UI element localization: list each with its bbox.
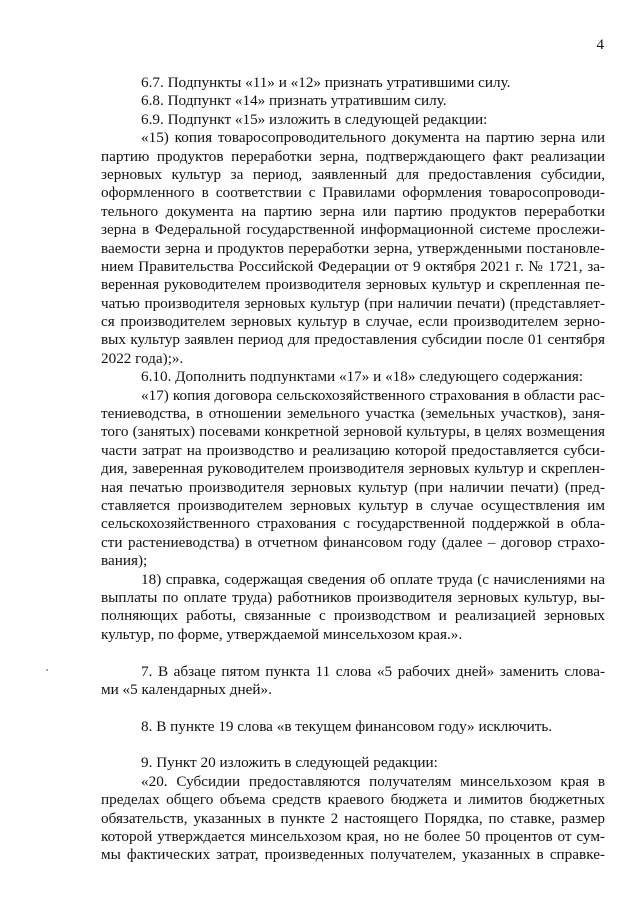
text-line: ная печатью производителя зерновых культур (при наличии печати) (пред-: [101, 478, 605, 496]
text-line: вания);: [101, 552, 148, 570]
text-line: выплаты по оплате труда) работников производителя зерновых культур, вы-: [101, 588, 605, 606]
text-line: ми «5 календарных дней».: [101, 680, 272, 698]
text-line: 7. В абзаце пятом пункта 11 слова «5 рабочих дней» заменить слова-: [141, 662, 605, 680]
paragraph-gap: [101, 736, 605, 754]
text-line: обязательств, указанных в пункте 2 настоящего Порядка, по ставке, размер: [101, 809, 605, 827]
text-line: ся производителем зерновых культур в случае, если производителем зерно-: [101, 313, 605, 331]
text-line: «15) копия товаросопроводительного документа на партию зерна или: [141, 129, 605, 147]
text-line: зерновых культур за период, заявленный для предоставления субсидии,: [101, 165, 605, 183]
text-line: сти растениеводства) в отчетном финансовом году (далее – договор страхо-: [101, 533, 605, 551]
text-line: 2022 года);».: [101, 349, 184, 367]
text-line: того (занятых) посевами конкретной зерновой культуры, в целях возмещения: [101, 423, 605, 441]
page-number: 4: [596, 37, 604, 53]
text-line: культур, по форме, утверждаемой минсельхозом края.».: [101, 625, 463, 643]
text-line: вых культур заявлен период для предоставления субсидии после 01 сентября: [101, 331, 605, 349]
text-line: полняющих работы, связанные с производством и реализацией зерновых: [101, 607, 605, 625]
text-line: мы фактических затрат, произведенных получателем, указанных в справке-: [101, 846, 605, 864]
text-line: чатью производителя зерновых культур (при наличии печати) (представляет-: [101, 294, 605, 312]
paragraph-gap: [101, 699, 605, 717]
document-body: [101, 74, 605, 865]
paragraph-gap: [101, 644, 605, 662]
text-line: 18) справка, содержащая сведения об оплате труда (с начислениями на: [141, 570, 605, 588]
text-line: дия, заверенная руководителем производителя зерновых культур и скреплен-: [101, 460, 605, 478]
text-line: которой утверждается минсельхозом края, но не более 50 процентов от сум-: [101, 828, 605, 846]
text-line: 9. Пункт 20 изложить в следующей редакции:: [141, 754, 438, 772]
text-line: веренная руководителем производителя зерновых культур и скрепленная пе-: [101, 276, 605, 294]
text-line: зерна в Федеральной государственной информационной системе прослежи-: [101, 221, 605, 239]
text-line: 6.9. Подпункт «15» изложить в следующей редакции:: [141, 110, 488, 128]
text-line: сельскохозяйственного страхования с государственной поддержкой в обла-: [101, 515, 605, 533]
text-line: пределах общего объема средств краевого бюджета и лимитов бюджетных: [101, 791, 605, 809]
text-line: тельного документа на партию зерна или партию продуктов переработки: [101, 202, 605, 220]
margin-dot: [46, 669, 48, 671]
text-line: тениеводства, в отношении земельного участка (земельных участков), заня-: [101, 405, 605, 423]
text-line: 6.7. Подпункты «11» и «12» признать утратившими силу.: [141, 74, 511, 91]
text-line: ваемости зерна и продуктов переработки зерна, утвержденными постановле-: [101, 239, 605, 257]
text-line: оформленного в соответствии с Правилами оформления товаросопроводи-: [101, 184, 605, 202]
text-line: части затрат на производство и реализацию которой предоставляется субси-: [101, 441, 605, 459]
text-line: «20. Субсидии предоставляются получателям минсельхозом края в: [141, 772, 605, 790]
text-line: ставляется производителем зерновых культур в случае осуществления им: [101, 496, 605, 514]
text-line: нием Правительства Российской Федерации от 9 октября 2021 г. № 1721, за-: [101, 257, 605, 275]
text-line: 6.10. Дополнить подпунктами «17» и «18» следующего содержания:: [141, 368, 584, 386]
text-line: «17) копия договора сельскохозяйственного страхования в области рас-: [141, 386, 605, 404]
text-line: 6.8. Подпункт «14» признать утратившим силу.: [141, 92, 447, 110]
text-line: 8. В пункте 19 слова «в текущем финансовом году» исключить.: [141, 717, 553, 735]
text-line: партию продуктов переработки зерна, подтверждающего факт реализации: [101, 147, 605, 165]
